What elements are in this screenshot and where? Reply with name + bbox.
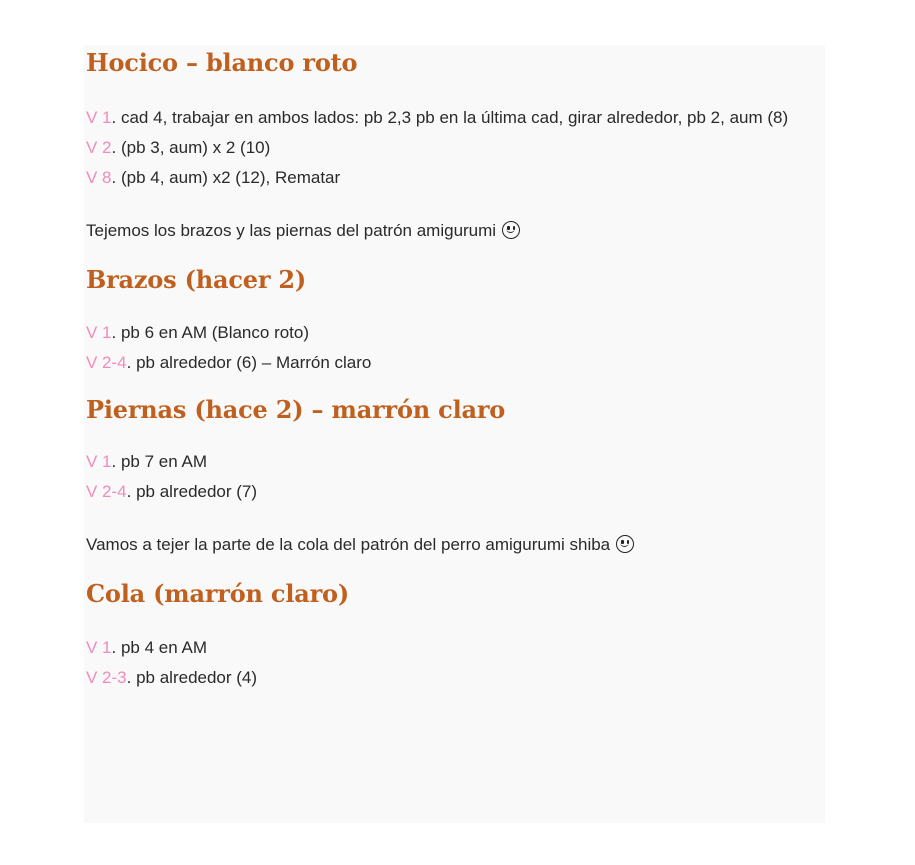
intro-paragraph	[86, 216, 825, 246]
round-row	[86, 348, 825, 378]
round-text: . pb alrededor (4)	[126, 668, 258, 687]
round-row	[86, 447, 825, 477]
round-text: . pb 4 en AM	[111, 638, 207, 657]
round-row	[86, 133, 825, 163]
round-label: V 1	[86, 108, 112, 127]
round-label: V 2	[86, 138, 112, 157]
round-label: V 1	[86, 638, 112, 657]
smiley-face-icon	[616, 535, 634, 553]
round-text: . pb alrededor (6) – Marrón claro	[126, 353, 372, 372]
round-text: . pb alrededor (7)	[126, 482, 258, 501]
round-row	[86, 163, 825, 193]
round-label: V 8	[86, 168, 112, 187]
heading-cola: Cola (marrón claro)	[86, 579, 350, 608]
round-label: V 2-4	[86, 353, 127, 372]
round-row	[86, 103, 825, 133]
round-label: V 1	[86, 452, 112, 471]
round-text: . cad 4, trabajar en ambos lados: pb 2,3 pb en la última cad, girar alrededor, pb 2, aum (8)	[111, 108, 789, 127]
paragraph-text: Tejemos los brazos y las piernas del patrón amigurumi	[86, 221, 497, 240]
smiley-face-icon	[502, 221, 520, 239]
round-label: V 2-3	[86, 668, 127, 687]
round-row	[86, 318, 825, 348]
round-text: . (pb 4, aum) x2 (12), Rematar	[111, 168, 341, 187]
paragraph-text: Vamos a tejer la parte de la cola del patrón del perro amigurumi shiba	[86, 535, 611, 554]
heading-hocico: Hocico – blanco roto	[86, 48, 358, 77]
round-row	[86, 663, 825, 693]
article-content	[84, 45, 825, 823]
heading-piernas: Piernas (hace 2) – marrón claro	[86, 395, 506, 424]
round-text: . pb 7 en AM	[111, 452, 207, 471]
round-label: V 1	[86, 323, 112, 342]
heading-brazos: Brazos (hacer 2)	[86, 265, 307, 294]
round-row	[86, 633, 825, 663]
round-text: . pb 6 en AM (Blanco roto)	[111, 323, 310, 342]
cola-intro-paragraph	[86, 530, 825, 560]
round-text: . (pb 3, aum) x 2 (10)	[111, 138, 271, 157]
round-row	[86, 477, 825, 507]
round-label: V 2-4	[86, 482, 127, 501]
